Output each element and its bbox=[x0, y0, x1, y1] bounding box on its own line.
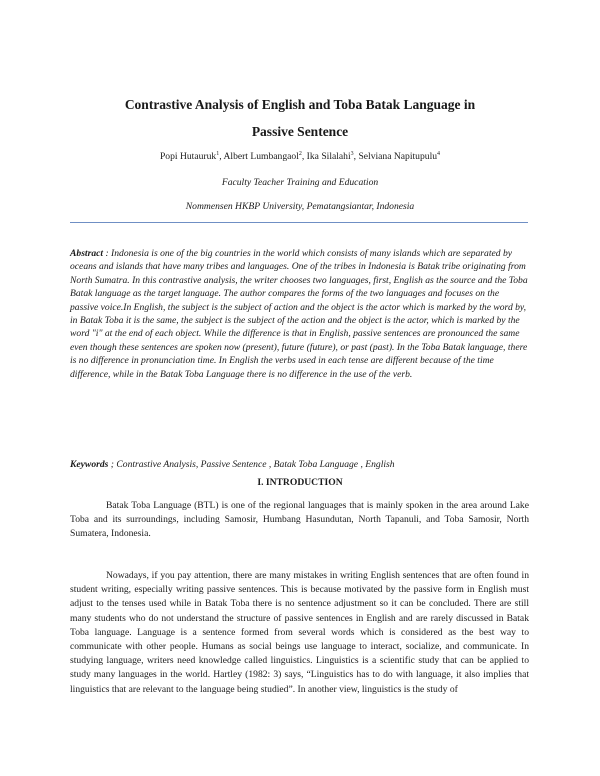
author-mark: 2 bbox=[298, 151, 302, 157]
author-separator: , bbox=[301, 151, 307, 162]
intro-paragraph-2: Nowadays, if you pay attention, there are many mistakes in writing English sentences that are often found in student writing, especially writing passive sentences. This is because motivated by the passive form in English must adjust to the tenses used while in Batak Toba there is no sentence adjustment so it can be concluded. There are still many students who do not understand the structure of passive sentences in English and are rarely discussed in Batak Toba language. Language is a sentence formed from several words which is considered as the best way to communicate with other people. Humans as social beings use language to interact, socialize, and communicate. In studying language, writers need knowledge called linguistics. Linguistics is a scientific study that can be applied to study many languages in the world. Hartley (1982: 3) says, “Linguistics has to do with language, it also implies that linguistics that are relevant to the language being studied”. In another view, linguistics is the study of bbox=[70, 570, 529, 695]
author-mark: 1 bbox=[216, 151, 220, 157]
abstract-text: : Indonesia is one of the big countries in the world which consists of many islands which are separated by oceans and islands that have many tribes and languages. One of the tribes in Indonesia is Batak tribe originating from North Sumatra. In this contrastive analysis, the writer chooses two languages, first, English as the source and the Toba Batak language as the target language. The author compares the forms of the two languages and focuses on the passive voice.In English, the subject is the subject of action and the object is the actor which is marked by the word by, in Batak Toba it is the same, the subject is the subject of the action and the object is the actor, which is marked by the word "i" at the end of each object. While the difference is that in English, passive sentences are pronounced the same even though these sentences are spoken now (present), future (future), or past (past). In the Toba Batak language, there is no difference in pronunciation time. In English the verbs used in each tense are different because of the time difference, while in the Batak Toba Language there is no difference in the use of the verb. bbox=[70, 248, 528, 380]
affiliation-faculty: Faculty Teacher Training and Education bbox=[221, 177, 379, 188]
intro-paragraph-1: Batak Toba Language (BTL) is one of the regional languages that is mainly spoken in the area around Lake Toba and its surroundings, including Samosir, Humbang Hasundutan, North Tapanuli, and Toba Samosir, North Sumatera, Indonesia. bbox=[70, 500, 529, 540]
abstract bbox=[70, 247, 529, 381]
author-separator: , bbox=[353, 151, 359, 162]
author-name: Selviana Napitupulu bbox=[358, 151, 438, 162]
author-list bbox=[0, 151, 600, 162]
author-name: Albert Lumbangaol bbox=[223, 151, 299, 162]
author-name: Ika Silalahi bbox=[306, 151, 351, 162]
affiliation-university: Nommensen HKBP University, Pematangsiantar, Indonesia bbox=[185, 201, 415, 212]
header-divider bbox=[70, 222, 528, 223]
section-heading-introduction: I. INTRODUCTION bbox=[257, 477, 343, 488]
author-mark: 3 bbox=[350, 151, 354, 157]
paper-title-line-1: Contrastive Analysis of English and Toba Batak Language in bbox=[124, 97, 476, 112]
author-separator: , bbox=[219, 151, 224, 162]
keywords-label: Keywords bbox=[70, 459, 109, 470]
abstract-label: Abstract bbox=[70, 248, 104, 259]
author-name: Popi Hutauruk bbox=[159, 151, 217, 162]
keywords-text: ; Contrastive Analysis, Passive Sentence , Batak Toba Language , English bbox=[108, 459, 395, 470]
keywords bbox=[70, 459, 529, 470]
author-mark: 4 bbox=[437, 151, 441, 157]
paper-title-line-2: Passive Sentence bbox=[251, 124, 349, 139]
